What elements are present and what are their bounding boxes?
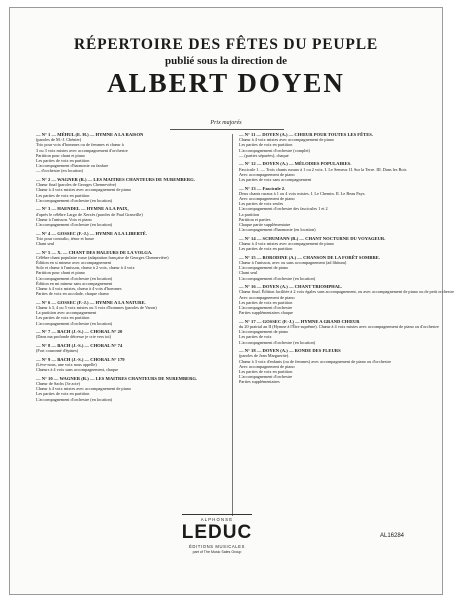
entry-line: Chœur à 4 voix mixtes avec accompagnement de piano [36, 187, 131, 193]
entry-line: L'accompagnement d'orchestre (en location) [239, 339, 316, 345]
entry-line: Les parties de voix en partition [36, 315, 90, 321]
entry-title: — N° 3 — HAENDEL — HYMNE A LA PAIX, [36, 206, 129, 212]
entry-line: Chant seul [239, 270, 258, 276]
entry-title: — N° 17 — GOSSEC (F.-J.) — HYMNE A GRAND CHŒUR [239, 318, 360, 324]
header-rule [170, 129, 284, 130]
entry-line: Trio pour contralto, ténor et basse [36, 235, 95, 241]
entry-title: — N° 4 — GOSSEC (F.-J.) — HYMNE A LA LIBERTÉ. [36, 230, 147, 236]
catalog-entry [239, 255, 427, 281]
entry-line: — (parties séparées), chaque [239, 152, 289, 158]
entry-line: Chœur à l'unisson. Voix et piano [36, 216, 92, 222]
entry-line: Chœur de Sachs (3e acte) [36, 381, 80, 387]
entry-line: Fascicule 1. — Trois chants ruraux à 1 ou 2 voix. I. Le Semeur. II. Sur la Terre. III. Dans les Bois [239, 166, 407, 172]
entry-line: Les parties de voix sans accompagnement [239, 177, 312, 183]
entry-title: — N° 7 — BACH (J.-S.) — CHORAL N° 20 [36, 329, 123, 335]
catalog-entry [36, 329, 226, 339]
entry-line: Chœurs à 4 voix sans accompagnement, chaque [36, 367, 119, 373]
entry-title: — N° 5 — X. — CHANT DES HALEURS DE LA VOLGA. [36, 249, 153, 255]
entry-line: Chœur à 4 voix mixtes avec accompagnement de piano [36, 386, 131, 392]
entry-line: du 20 prairial an II (Hymne à l'Être suprême). Chœur à 4 voix mixtes avec accompagnement de piano ou d'orchestre [239, 324, 439, 330]
right-column [239, 132, 454, 388]
entry-line: Chœur à 4 voix mixtes, chœur à 4 voix d'hommes [36, 286, 122, 292]
entry-line: L'accompagnement d'harmonie (en location) [239, 227, 316, 233]
entry-line: Les parties de voix en partition [239, 369, 293, 375]
entry-line: (Fort couronné d'épines) [36, 348, 79, 354]
entry-line: L'accompagnement d'orchestre (en location) [36, 275, 113, 281]
entry-line: L'accompagnement d'orchestre (en location) [36, 197, 113, 203]
entry-line: Solo et chœur à l'unisson, chœur à 2 voix, chœur à 4 voix [36, 265, 135, 271]
entry-line: Édition en si mineur avec accompagnement [36, 260, 112, 266]
publisher-logo-rule [182, 514, 252, 515]
entry-line: L'accompagnement d'orchestre (complet) [239, 147, 310, 153]
catalog-entry [239, 161, 427, 182]
entry-line: Chœur final (paroles de Georges Chennevière) [36, 182, 117, 188]
entry-line: L'accompagnement d'orchestre [239, 305, 293, 311]
entry-line: Les parties de voix seules [239, 201, 284, 207]
entry-line: (Dans ma profonde détresse je crie vers toi) [36, 334, 112, 340]
catalog-entry [36, 206, 226, 227]
entry-title: — N° 15 — BORODINE (A.) — CHANSON DE LA FORÊT SOMBRE. [239, 254, 380, 260]
entry-line: Les parties de voix en partition [36, 158, 90, 164]
entry-line: La partition avec accompagnement [36, 310, 97, 316]
column-divider [232, 134, 233, 516]
entry-title: — N° 16 — DOYEN (A.) — CHANT TRIOMPHAL. [239, 284, 343, 290]
catalog-entry [36, 231, 226, 247]
entry-title: — N° 8 — BACH (J.-S.) — CHORAL N° 74 [36, 343, 123, 349]
entry-line: L'accompagnement d'orchestre (en location) [36, 222, 113, 228]
entry-title: — N° 1 — MÉHUL (E. H.) — HYMNE A LA RAISON [36, 132, 144, 137]
entry-line: (Lève-nous, une voix nous appelle) [36, 362, 97, 368]
catalog-entry [239, 236, 427, 252]
catalog-entry [36, 343, 226, 353]
entry-line: Les parties de voix en partition [36, 391, 90, 397]
catalog-page [9, 7, 454, 595]
entry-line: La partition [239, 211, 260, 217]
prices-label: Prix majorés [210, 120, 242, 126]
entry-line: L'accompagnement d'harmonie ou fanfare [36, 163, 109, 169]
entry-title: — N° 11 — DOYEN (A.) — CHŒUR POUR TOUTES LES FÊTES. [239, 132, 374, 137]
entry-title: — N° 18 — DOYEN (A.) — RONDE DES FLEURS [239, 348, 341, 354]
entry-line: L'accompagnement d'orchestre des fascicules 1 et 2 [239, 206, 328, 212]
entry-title: — N° 6 — GOSSEC (F.-J.) — HYMNE A LA NATURE. [36, 299, 146, 305]
catalog-code: AL16284 [380, 533, 405, 539]
entry-line: Chœur à 3, 4 ou 5 voix mixtes ou 3 voix d'hommes (paroles de Varon) [36, 305, 157, 311]
entry-line: — d'orchestre (en location) [36, 168, 83, 174]
entry-line: L'accompagnement d'orchestre (en location) [36, 320, 113, 326]
entry-line: Partition et parties [239, 216, 271, 222]
entry-line: (paroles de Jean Marguerite). [239, 353, 290, 359]
entry-line: Trio pour voix d'hommes ou de femmes et chœur à [36, 142, 124, 148]
entry-line: (paroles de M.-J. Chénier) [36, 137, 82, 143]
catalog-entry [36, 132, 226, 174]
entry-title: — N° 13 — Fascicule 2. [239, 185, 286, 191]
entry-line: Partition pour chant et piano [36, 152, 85, 158]
entry-line: d'après le célèbre Largo de Xerxès (paroles de Paul Granville) [36, 211, 143, 217]
entry-line: Chœur à l'unisson, avec ou sans accompagnement (ad libitum) [239, 260, 347, 266]
entry-line: L'accompagnement d'orchestre (en location) [36, 396, 113, 402]
entry-line: Parties de voix en accolade, chaque chœur [36, 291, 109, 297]
entry-line: Les parties de voix en partition [239, 246, 293, 252]
publisher-group: part of The Music Sales Group [192, 550, 242, 554]
entry-line: Chœur final. Édition facilitée à 2 voix égales sans accompagnement, ou avec accompagnement de piano ou de petit orchestre [239, 289, 454, 295]
entry-line: Avec accompagnement de piano [239, 171, 295, 177]
entry-line: Chœur à 4 voix mixtes avec accompagnement de piano [239, 137, 334, 143]
catalog-entry [239, 348, 427, 384]
catalog-entry [239, 186, 427, 233]
entry-line: L'accompagnement d'orchestre [239, 374, 293, 380]
entry-line: L'accompagnement de piano [239, 329, 289, 335]
entry-line: 3 ou 3 voix mixtes avec accompagnement d'orchestre [36, 147, 128, 153]
catalog-entry [36, 177, 226, 203]
catalog-subtitle: publié sous la direction de [164, 55, 288, 67]
entry-title: — N° 10 — WAGNER (R.) — LES MAITRES CHANTEURS DE NUREMBERG. [36, 375, 198, 381]
left-column [36, 132, 226, 405]
entry-line: Chœur à 4 voix mixtes avec accompagnement de piano [239, 241, 334, 247]
entry-line: Chœur à 3 voix d'enfants (ou de femmes) avec accompagnement de piano ou d'orchestre [239, 358, 392, 364]
catalog-entry [36, 357, 226, 373]
entry-line: Avec accompagnement de piano [239, 294, 295, 300]
entry-title: — N° 2 — WAGNER (R.) — LES MAITRES CHANTEURS DE NUREMBERG. [36, 177, 195, 183]
entry-line: Avec accompagnement de piano [239, 363, 295, 369]
entry-line: L'accompagnement d'orchestre (en location) [239, 275, 316, 281]
entry-title: — N° 14 — SCHUMANN (R.) — CHANT NOCTURNE DU VOYAGEUR. [239, 235, 386, 241]
publisher-editions: ÉDITIONS MUSICALES [189, 544, 245, 549]
entry-line: L'accompagnement de piano [239, 265, 289, 271]
catalog-entry [239, 284, 454, 316]
entry-line: Avec accompagnement de piano [239, 196, 295, 202]
entry-line: Les parties de voix en partition [239, 142, 293, 148]
entry-line: Parties supplémentaires [239, 379, 280, 385]
entry-title: — N° 9 — BACH (J.-S.) — CHORAL N° 179 [36, 356, 125, 362]
entry-line: Deux chants ruraux à 1 ou 4 voix mixtes. I. Le Chemin. II. Le Beau Pays. [239, 190, 366, 196]
entry-line: Chaque partie supplémentaire [239, 222, 291, 228]
publisher-logo: LEDUC [181, 522, 253, 543]
entry-line: Parties supplémentaires chaque [239, 310, 293, 316]
catalog-title: RÉPERTOIRE DES FÊTES DU PEUPLE [74, 36, 378, 53]
editor-name: ALBERT DOYEN [107, 68, 345, 98]
publisher-first-name: ALPHONSE [200, 517, 234, 522]
entry-line: Célèbre chant populaire russe (adaptation française de Georges Chennevière) [36, 254, 169, 260]
catalog-entry [36, 376, 226, 402]
entry-line: Édition en mi mineur sans accompagnement [36, 280, 113, 286]
catalog-entry [239, 318, 439, 345]
entry-line: Chant seul [36, 241, 55, 247]
entry-line: Les parties de voix en partition [36, 192, 90, 198]
catalog-entry [239, 132, 427, 158]
catalog-entry [36, 250, 226, 297]
catalog-entry [36, 300, 226, 326]
entry-line: Partition pour chant et piano [36, 270, 85, 276]
entry-line: Les parties de voix en partition [239, 299, 293, 305]
entry-line: Les parties de voix [239, 334, 272, 340]
entry-title: — N° 12 — DOYEN (A.) — MÉLODIES POPULAIRES. [239, 161, 352, 167]
